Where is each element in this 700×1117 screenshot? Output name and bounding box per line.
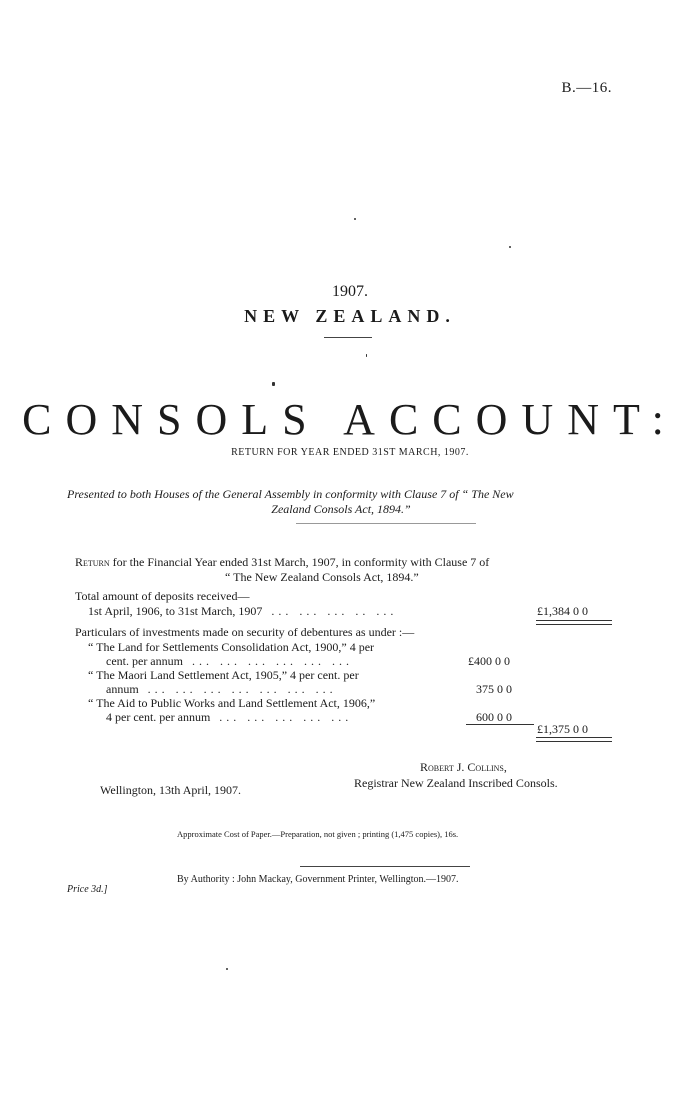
- investment-item-1-amount: £400 0 0: [468, 654, 510, 668]
- leader-dots: ... ... ... ... ... ...: [191, 654, 353, 668]
- investment-item-3-desc: 4 per cent. per annum: [106, 710, 211, 724]
- print-speck: [226, 968, 228, 970]
- printing-cost-note: Approximate Cost of Paper.—Preparation, not given ; printing (1,475 copies), 16s.: [177, 829, 459, 839]
- document-year: 1907.: [332, 283, 368, 300]
- deposits-period: [88, 604, 397, 619]
- deposits-period-text: 1st April, 1906, to 31st March, 1907: [88, 604, 263, 618]
- investment-item-3-line-2: [106, 710, 352, 725]
- place-and-date: Wellington, 13th April, 1907.: [100, 783, 242, 797]
- printer-authority: By Authority : John Mackay, Government Printer, Wellington.—1907.: [177, 874, 459, 885]
- investment-item-3-amount: 600 0 0: [476, 710, 512, 724]
- investment-item-1-line-1: “ The Land for Settlements Consolidation Act, 1900,” 4 per: [88, 640, 375, 654]
- print-speck: [509, 246, 511, 248]
- document-subtitle: RETURN FOR YEAR ENDED 31ST MARCH, 1907.: [231, 447, 469, 458]
- investment-item-2-line-1: “ The Maori Land Settlement Act, 1905,” 4 per cent. per: [88, 668, 359, 682]
- presentation-line-1: Presented to both Houses of the General Assembly in conformity with Clause 7 of “ The New: [67, 487, 514, 501]
- investment-item-2-line-2: [106, 682, 337, 697]
- presentation-line-2: Zealand Consols Act, 1894.”: [271, 502, 411, 516]
- investment-item-2-amount: 375 0 0: [476, 682, 512, 696]
- presentation-note: [67, 487, 615, 517]
- leader-dots: ... ... ... ... ... ... ...: [147, 682, 337, 696]
- return-line-2: “ The New Zealand Consols Act, 1894.”: [225, 570, 419, 584]
- investment-item-3-line-1: “ The Aid to Public Works and Land Settlement Act, 1906,”: [88, 696, 376, 710]
- price-note: Price 3d.]: [67, 884, 108, 895]
- deposits-total: £1,384 0 0: [537, 604, 588, 618]
- investments-total: £1,375 0 0: [537, 722, 588, 736]
- document-reference: B.—16.: [561, 80, 612, 96]
- print-speck: [354, 218, 356, 220]
- double-rule: [536, 737, 612, 742]
- divider: [296, 523, 476, 524]
- investment-item-1-line-2: [106, 654, 353, 669]
- subtotal-rule: [466, 724, 534, 725]
- investments-heading: Particulars of investments made on security of debentures as under :—: [75, 625, 415, 639]
- divider: [324, 337, 372, 338]
- signatory-title: Registrar New Zealand Inscribed Consols.: [354, 776, 558, 790]
- return-statement: [75, 555, 621, 585]
- deposits-heading: Total amount of deposits received—: [75, 589, 250, 603]
- return-line-1: for the Financial Year ended 31st March, 1907, in conformity with Clause 7 of: [109, 555, 490, 569]
- signatory-name: Robert J. Collins,: [420, 760, 507, 774]
- double-rule: [536, 620, 612, 625]
- return-lead-word: Return: [75, 555, 110, 569]
- leader-dots: ... ... ... .. ...: [271, 604, 398, 618]
- investment-item-1-desc: cent. per annum: [106, 654, 183, 668]
- country-heading: NEW ZEALAND.: [244, 306, 456, 326]
- divider: [300, 866, 470, 867]
- print-speck: [272, 382, 275, 386]
- print-speck: [366, 354, 367, 357]
- investment-item-2-desc: annum: [106, 682, 139, 696]
- document-title: CONSOLS ACCOUNT:: [22, 395, 678, 444]
- leader-dots: ... ... ... ... ...: [219, 710, 353, 724]
